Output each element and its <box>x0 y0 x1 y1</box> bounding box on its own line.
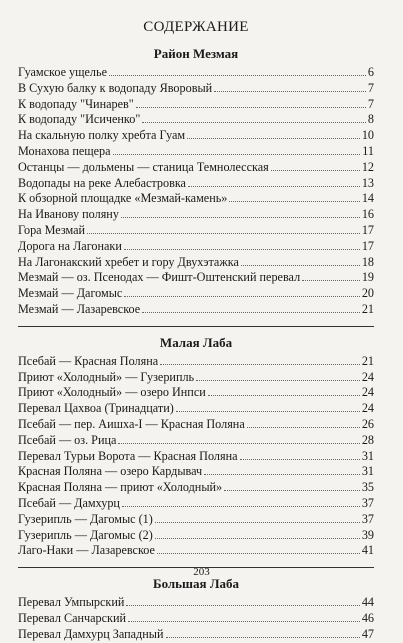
toc-entry-page: 26 <box>361 416 374 431</box>
section-title-mezmay: Район Мезмая <box>153 46 239 61</box>
toc-entry-page: 14 <box>361 191 374 206</box>
toc-entry-title: К водопаду "Исиченко" <box>18 112 141 127</box>
dot-leader <box>302 280 360 281</box>
dot-leader <box>157 553 360 554</box>
toc-entry <box>18 595 374 611</box>
section-title-bolshaya-laba: Большая Лаба <box>152 576 240 592</box>
toc-entry-title: На скальную полку хребта Гуам <box>18 128 186 143</box>
toc-entry-title: Псебай — Красная Поляна <box>18 353 159 368</box>
toc-entry <box>18 543 374 559</box>
toc-entry-page: 46 <box>361 610 374 625</box>
toc-entry-title: Гузерипль — Дагомыс (1) <box>18 511 153 526</box>
toc-entry-page: 20 <box>361 286 374 301</box>
toc-entry-title: Перевал Санчарский <box>18 610 127 625</box>
toc-entry-title: Дорога на Лагонаки <box>18 238 122 253</box>
toc-entry-page: 24 <box>361 369 374 384</box>
dot-leader <box>224 490 360 491</box>
toc-entry <box>18 528 374 544</box>
toc-entry <box>18 128 374 144</box>
toc-entry-title: Мезмай — оз. Псенодах — Фишт-Оштенский перевал <box>18 270 301 285</box>
toc-entry-title: Перевал Умпырский <box>18 595 125 610</box>
dot-leader <box>187 138 360 139</box>
dot-leader <box>109 75 366 76</box>
dot-leader <box>142 122 366 123</box>
toc-entry-page: 17 <box>361 238 374 253</box>
toc-entry-page: 19 <box>361 270 374 285</box>
dot-leader <box>142 312 360 313</box>
toc-entry-title: Водопады на реке Алебастровка <box>18 175 186 190</box>
toc-entry-page: 24 <box>361 401 374 416</box>
toc-entry-page: 16 <box>361 207 374 222</box>
toc-entry-title: В Сухую балку к водопаду Яворовый <box>18 80 213 95</box>
toc-entry-page: 31 <box>361 448 374 463</box>
toc-entry <box>18 144 374 160</box>
page-number: 203 <box>193 566 210 578</box>
toc-entry-title: Мезмай — Дагомыс <box>18 286 123 301</box>
dot-leader <box>166 637 360 638</box>
toc-entry <box>18 239 374 255</box>
dot-leader <box>136 107 366 108</box>
toc-entry <box>18 611 374 627</box>
toc-entry <box>18 160 374 176</box>
toc-entry-page: 31 <box>361 464 374 479</box>
toc-entry-title: Приют «Холодный» — Гузерипль <box>18 369 195 384</box>
toc-entry-title: Монахова пещера <box>18 143 111 158</box>
toc-entry <box>18 464 374 480</box>
toc-entry-page: 21 <box>361 353 374 368</box>
toc-entry <box>18 627 374 643</box>
toc-entry <box>18 385 374 401</box>
toc-entry <box>18 401 374 417</box>
toc-entry-page: 24 <box>361 385 374 400</box>
toc-entry <box>18 176 374 192</box>
section-title-malaya-laba: Малая Лаба <box>159 334 233 350</box>
dot-leader <box>160 364 360 365</box>
toc-entry-title: Гузерипль — Дагомыс (2) <box>18 527 153 542</box>
toc-entry-title: Псебай — Дамхурц <box>18 495 120 510</box>
dot-leader <box>196 380 360 381</box>
dot-leader <box>176 411 360 412</box>
dot-leader <box>118 443 359 444</box>
section-list-malaya-laba <box>18 354 374 559</box>
toc-entry-title: Мезмай — Лазаревское <box>18 301 141 316</box>
dot-leader <box>155 538 360 539</box>
toc-entry-page: 21 <box>361 301 374 316</box>
toc-entry-title: На Лагонакский хребет и гору Двухэтажка <box>18 254 239 269</box>
toc-entry-page: 28 <box>361 432 374 447</box>
dot-leader <box>122 506 360 507</box>
toc-entry-title: На Иванову поляну <box>18 207 119 222</box>
toc-entry-page: 18 <box>361 254 374 269</box>
dot-leader <box>124 296 360 297</box>
toc-entry <box>18 302 374 318</box>
toc-entry <box>18 191 374 207</box>
section-list-mezmay <box>18 65 374 318</box>
toc-entry-page: 11 <box>362 143 374 158</box>
toc-entry-page: 35 <box>361 480 374 495</box>
toc-entry <box>18 270 374 286</box>
toc-entry-page: 39 <box>361 527 374 542</box>
toc-entry <box>18 207 374 223</box>
dot-leader <box>214 91 366 92</box>
toc-entry <box>18 97 374 113</box>
dot-leader <box>271 170 360 171</box>
dot-leader <box>126 605 359 606</box>
toc-entry <box>18 65 374 81</box>
toc-entry-title: Перевал Дамхурц Западный <box>18 626 164 641</box>
toc-entry <box>18 512 374 528</box>
toc-entry <box>18 112 374 128</box>
toc-entry-page: 7 <box>367 96 374 111</box>
toc-entry <box>18 433 374 449</box>
toc-entry-title: Останцы — дольмены — станица Темнолесская <box>18 159 269 174</box>
dot-leader <box>247 427 360 428</box>
toc-entry-title: Перевал Цахвоа (Тринадцати) <box>18 401 174 416</box>
toc-entry-title: К водопаду "Чинарев" <box>18 96 134 111</box>
dot-leader <box>155 522 360 523</box>
dot-leader <box>113 154 361 155</box>
toc-entry-title: Гора Мезмай <box>18 222 86 237</box>
toc-entry <box>18 223 374 239</box>
section-divider <box>18 326 374 327</box>
toc-entry <box>18 354 374 370</box>
contents-title: СОДЕРЖАНИЕ <box>143 19 249 35</box>
toc-entry <box>18 496 374 512</box>
toc-entry-page: 17 <box>361 222 374 237</box>
dot-leader <box>87 233 360 234</box>
dot-leader <box>124 249 360 250</box>
toc-entry-title: Перевал Турьи Ворота — Красная Поляна <box>18 448 238 463</box>
toc-entry <box>18 417 374 433</box>
toc-entry <box>18 286 374 302</box>
toc-entry-title: Лаго-Наки — Лазаревское <box>18 543 155 558</box>
dot-leader <box>128 621 360 622</box>
dot-leader <box>229 201 359 202</box>
toc-entry-title: Псебай — пер. Аишха-I — Красная Поляна <box>18 416 245 431</box>
toc-entry-title: Псебай — оз. Рица <box>18 432 117 447</box>
dot-leader <box>204 474 360 475</box>
toc-entry-title: Красная Поляна — приют «Холодный» <box>18 480 223 495</box>
toc-entry-page: 13 <box>361 175 374 190</box>
toc-entry-page: 37 <box>361 511 374 526</box>
section-list-bolshaya-laba <box>18 595 374 642</box>
dot-leader <box>208 395 360 396</box>
toc-entry <box>18 255 374 271</box>
toc-entry-title: Красная Поляна — озеро Кардывач <box>18 464 203 479</box>
toc-entry-page: 8 <box>367 112 374 127</box>
toc-entry-page: 7 <box>367 80 374 95</box>
dot-leader <box>240 459 360 460</box>
dot-leader <box>241 265 360 266</box>
contents-page <box>18 18 374 643</box>
toc-entry-page: 6 <box>367 65 374 79</box>
toc-entry-page: 47 <box>361 626 374 641</box>
toc-entry-title: Приют «Холодный» — озеро Инпси <box>18 385 206 400</box>
toc-entry-page: 41 <box>361 543 374 558</box>
toc-entry <box>18 81 374 97</box>
toc-entry-page: 44 <box>361 595 374 610</box>
dot-leader <box>121 217 360 218</box>
toc-entry-page: 10 <box>361 128 374 143</box>
dot-leader <box>188 186 360 187</box>
toc-entry-page: 12 <box>361 159 374 174</box>
toc-entry <box>18 480 374 496</box>
toc-entry-title: К обзорной площадке «Мезмай-камень» <box>18 191 228 206</box>
toc-entry <box>18 449 374 465</box>
toc-entry-page: 37 <box>361 495 374 510</box>
toc-entry <box>18 370 374 386</box>
toc-entry-title: Гуамское ущелье <box>18 65 107 79</box>
